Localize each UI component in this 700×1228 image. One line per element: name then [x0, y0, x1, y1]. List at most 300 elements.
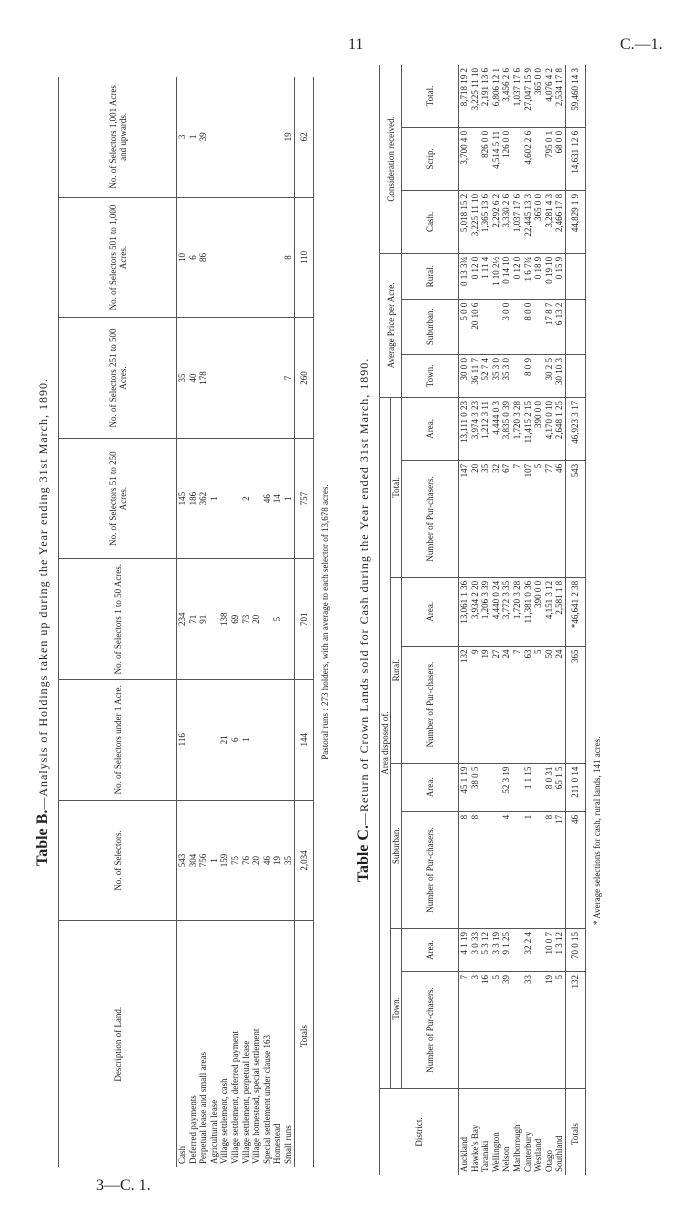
table-cell: 132 — [459, 646, 470, 763]
table-cell: 8 — [459, 811, 470, 928]
table-cell: 5 — [533, 460, 544, 577]
table-cell — [491, 763, 502, 811]
table-cell — [533, 354, 544, 397]
table-row — [283, 77, 294, 1167]
table-cell — [209, 197, 220, 318]
table-row — [272, 77, 283, 1167]
table-cell: 107 — [523, 460, 534, 577]
col-town-purchasers: Number of Pur-chasers. — [402, 971, 459, 1088]
table-cell: 3,772 3 35 — [501, 577, 512, 646]
table-cell: 5 — [491, 971, 502, 1088]
group-area-disposed: Area disposed of. — [380, 397, 391, 1088]
table-cell: 6 — [188, 197, 199, 318]
table-row — [523, 65, 534, 1175]
table-row — [491, 65, 502, 1175]
table-cell: 1,206 3 39 — [480, 577, 491, 646]
page-number: 11 — [348, 36, 364, 53]
table-cell — [533, 928, 544, 971]
table-row — [470, 65, 481, 1175]
table-cell: 73 — [241, 559, 252, 680]
page-footer: 3—C. 1. — [96, 1177, 151, 1194]
col-header: No. of Selectors under 1 Acre. — [59, 679, 177, 800]
table-cell: 17 — [554, 811, 565, 928]
totals-cell: 260 — [294, 318, 314, 439]
totals-cell: 44,829 1 9 — [565, 190, 585, 253]
row-district: Westland — [533, 1138, 544, 1172]
col-avg-suburban: Suburban. — [402, 299, 459, 354]
table-cell — [209, 679, 220, 800]
totals-cell: 757 — [294, 438, 314, 559]
table-cell: 5 — [272, 559, 283, 680]
table-cell: 45 1 19 — [459, 763, 470, 811]
table-cell: 116 — [177, 679, 188, 800]
table-cell: 362 — [198, 438, 209, 559]
table-cell: 3,281 4 3 — [544, 190, 555, 253]
totals-cell: 59,460 14 3 — [565, 65, 585, 127]
table-cell: 3,700 4 0 — [459, 127, 470, 190]
col-suburban-purchasers: Number of Pur-chasers. — [402, 811, 459, 928]
table-cell — [262, 559, 273, 680]
table-cell — [241, 318, 252, 439]
table-cell: 5 — [533, 646, 544, 763]
table-cell — [262, 197, 273, 318]
totals-cell: 2,034 — [294, 800, 314, 921]
table-cell — [272, 318, 283, 439]
table-cell — [251, 197, 262, 318]
table-cell — [262, 77, 273, 197]
table-cell — [219, 318, 230, 439]
table-cell: 1 6 7¾ — [523, 253, 534, 299]
col-scrip: Scrip. — [402, 127, 459, 190]
table-cell: 65 1 5 — [554, 763, 565, 811]
table-cell: 8 — [283, 197, 294, 318]
table-cell: 40 — [188, 318, 199, 439]
row-description: Cash — [177, 1146, 187, 1164]
totals-cell — [565, 299, 585, 354]
row-district: Nelson — [501, 1146, 512, 1172]
table-cell: 0 13 3¾ — [459, 253, 470, 299]
table-c-block — [355, 65, 602, 1175]
table-cell — [283, 559, 294, 680]
table-cell: 1 10 2½ — [491, 253, 502, 299]
table-cell — [512, 299, 523, 354]
table-cell: 3 — [177, 77, 188, 197]
row-description: Homestead — [272, 1123, 283, 1164]
table-cell: 9 1 25 — [501, 928, 512, 971]
table-cell: 1 — [523, 811, 534, 928]
table-cell — [272, 77, 283, 197]
table-cell: 19 — [480, 646, 491, 763]
table-cell: 0 19 10 — [544, 253, 555, 299]
table-cell: 1,037 17 6 — [512, 190, 523, 253]
table-cell: 75 — [230, 800, 241, 921]
col-suburban-area: Area. — [402, 763, 459, 811]
table-cell: 1,037 17 6 — [512, 65, 523, 127]
table-cell: 7 — [459, 971, 470, 1088]
table-cell — [241, 197, 252, 318]
totals-cell: 543 — [565, 460, 585, 577]
table-cell: 3,835 0 39 — [501, 397, 512, 460]
table-b-block — [34, 77, 330, 1167]
totals-cell: 46 — [565, 811, 585, 928]
table-cell: 20 10 6 — [470, 299, 481, 354]
table-cell: 8 0 31 — [544, 763, 555, 811]
table-row — [198, 77, 209, 1167]
col-cash: Cash. — [402, 190, 459, 253]
table-cell — [272, 197, 283, 318]
totals-cell: 46,923 3 17 — [565, 397, 585, 460]
table-cell: 7 — [283, 318, 294, 439]
table-row — [533, 65, 544, 1175]
row-description: Village homestead, special settlement — [251, 1028, 262, 1164]
row-description: Village settlement, deferred payment — [229, 1031, 240, 1164]
table-cell — [512, 354, 523, 397]
table-cell: 4,514 5 11 — [491, 127, 502, 190]
table-cell: 46 — [262, 438, 273, 559]
table-cell: 39 — [501, 971, 512, 1088]
table-row — [209, 77, 220, 1167]
col-total-area: Area. — [402, 397, 459, 460]
table-cell: 3 0 0 — [501, 299, 512, 354]
table-row — [251, 77, 262, 1167]
table-cell — [491, 811, 502, 928]
table-cell: 30 10 3 — [554, 354, 565, 397]
table-cell: 20 — [251, 800, 262, 921]
table-cell: 186 — [188, 438, 199, 559]
table-row — [512, 65, 523, 1175]
table-cell: 1 — [283, 438, 294, 559]
table-cell: 7 — [512, 460, 523, 577]
table-row — [262, 77, 273, 1167]
table-cell: 390 0 0 — [533, 577, 544, 646]
table-cell: 543 — [177, 800, 188, 921]
table-cell: 17 8 7 — [544, 299, 555, 354]
table-cell: 4,444 0 3 — [491, 397, 502, 460]
table-cell: 6,806 12 1 — [491, 65, 502, 127]
table-cell: 6 — [230, 679, 241, 800]
table-cell: 68 0 0 — [554, 127, 565, 190]
table-cell: 69 — [230, 559, 241, 680]
table-cell: 10 — [177, 197, 188, 318]
table-cell: 50 — [544, 646, 555, 763]
table-cell: 9 — [470, 646, 481, 763]
totals-cell — [565, 253, 585, 299]
group-town: Town. — [391, 928, 402, 1088]
table-cell — [533, 811, 544, 928]
table-b — [58, 77, 314, 1167]
table-cell: 390 0 0 — [533, 397, 544, 460]
totals-cell: 14,631 12 6 — [565, 127, 585, 190]
table-cell: 365 0 0 — [533, 190, 544, 253]
table-cell: 32 — [491, 460, 502, 577]
table-cell: 38 0 5 — [470, 763, 481, 811]
table-cell — [480, 811, 491, 928]
table-cell: 178 — [198, 318, 209, 439]
table-cell: 86 — [198, 197, 209, 318]
col-rural-purchasers: Number of Pur-chasers. — [402, 646, 459, 763]
table-cell — [251, 438, 262, 559]
table-cell — [230, 197, 241, 318]
row-description: Small runs — [282, 1125, 293, 1164]
table-cell: 2,191 13 6 — [480, 65, 491, 127]
table-cell: 21 — [219, 679, 230, 800]
table-cell: 5 0 0 — [459, 299, 470, 354]
table-cell: 77 — [544, 460, 555, 577]
table-cell: 52 7 4 — [480, 354, 491, 397]
table-row — [501, 65, 512, 1175]
table-cell: 5 3 12 — [480, 928, 491, 971]
table-cell: 19 — [544, 971, 555, 1088]
table-row — [241, 77, 252, 1167]
table-cell: 3,330 2 6 — [501, 190, 512, 253]
table-cell: 3,225 11 10 — [470, 190, 481, 253]
table-cell — [533, 971, 544, 1088]
totals-cell: 132 — [565, 971, 585, 1088]
row-description: Village settlement, perpetual lease — [240, 1040, 251, 1164]
table-row — [188, 77, 199, 1167]
row-district: Hawke's Bay — [469, 1124, 480, 1172]
table-cell — [219, 77, 230, 197]
table-cell: 4,440 0 24 — [491, 577, 502, 646]
table-cell: 30 0 0 — [459, 354, 470, 397]
table-cell: 795 0 1 — [544, 127, 555, 190]
totals-cell: 110 — [294, 197, 314, 318]
table-cell — [512, 127, 523, 190]
table-cell: 3,456 2 6 — [501, 65, 512, 127]
table-cell: 2,534 17 8 — [554, 65, 565, 127]
table-row — [177, 77, 188, 1167]
table-cell: 8 0 0 — [523, 299, 534, 354]
col-header: No. of Selectors 501 to 1,000 Acres. — [59, 197, 177, 318]
table-cell: 30 2 5 — [544, 354, 555, 397]
table-cell: 24 — [554, 646, 565, 763]
table-row — [480, 65, 491, 1175]
table-cell: 304 — [188, 800, 199, 921]
table-cell: 91 — [198, 559, 209, 680]
table-row — [459, 65, 470, 1175]
table-cell — [219, 438, 230, 559]
totals-cell — [565, 354, 585, 397]
table-cell: 0 15 9 — [554, 253, 565, 299]
table-cell: 1 3 12 — [554, 928, 565, 971]
row-description: Agricultural lease — [208, 1099, 219, 1164]
table-cell: 46 — [554, 460, 565, 577]
table-cell — [251, 318, 262, 439]
table-cell: 8 — [544, 811, 555, 928]
row-description: Deferred payments — [187, 1095, 198, 1164]
totals-cell: *46,641 2 38 — [565, 577, 585, 646]
table-cell: 3 — [470, 971, 481, 1088]
group-total: Total. — [391, 397, 402, 577]
table-cell — [533, 127, 544, 190]
table-cell: 24 — [501, 646, 512, 763]
table-row — [544, 65, 555, 1175]
table-cell: 365 0 0 — [533, 65, 544, 127]
table-cell: 4,151 3 12 — [544, 577, 555, 646]
table-cell: 2,648 1 25 — [554, 397, 565, 460]
table-cell — [209, 318, 220, 439]
table-b-caption: Table B.—Analysis of Holdings taken up during the Year ending 31st March, 1890. — [34, 378, 51, 866]
table-cell — [209, 77, 220, 197]
table-cell: 35 — [177, 318, 188, 439]
table-cell: 7 — [512, 646, 523, 763]
table-cell: 826 0 0 — [480, 127, 491, 190]
table-cell: 2 — [241, 438, 252, 559]
table-cell: 11,381 0 36 — [523, 577, 534, 646]
row-district: Southland — [554, 1135, 565, 1172]
table-cell: 35 3 0 — [491, 354, 502, 397]
table-cell: 32 2 4 — [523, 928, 534, 971]
table-cell: 10 0 7 — [544, 928, 555, 971]
col-town-area: Area. — [402, 928, 459, 971]
table-cell: 159 — [219, 800, 230, 921]
row-description: Perpetual lease and small areas — [198, 1052, 209, 1164]
col-consideration-total: Total. — [402, 65, 459, 127]
table-cell: 5 — [554, 971, 565, 1088]
table-cell: 4 — [501, 811, 512, 928]
row-district: Auckland — [459, 1137, 469, 1172]
table-cell — [512, 811, 523, 928]
table-cell: 0 18 9 — [533, 253, 544, 299]
row-district: Canterbury — [522, 1131, 533, 1172]
table-cell — [230, 438, 241, 559]
table-cell: 0 14 10 — [501, 253, 512, 299]
table-cell — [512, 763, 523, 811]
group-consideration: Consideration received. — [380, 65, 402, 253]
table-cell — [241, 77, 252, 197]
col-header: No. of Selectors. — [59, 800, 177, 921]
table-cell: 1,365 13 6 — [480, 190, 491, 253]
table-cell: 14 — [272, 438, 283, 559]
table-cell: 19 — [283, 77, 294, 197]
table-cell: 1 — [188, 77, 199, 197]
table-cell — [262, 679, 273, 800]
table-cell: 3,225 11 10 — [470, 65, 481, 127]
table-cell — [188, 679, 199, 800]
table-cell: 756 — [198, 800, 209, 921]
table-cell: 1,212 3 11 — [480, 397, 491, 460]
table-cell — [262, 318, 273, 439]
table-cell — [251, 77, 262, 197]
table-cell: 1 — [209, 438, 220, 559]
row-description: Village settlement, cash — [219, 1078, 230, 1164]
table-cell: 4,170 0 10 — [544, 397, 555, 460]
table-cell: 1 1 15 — [523, 763, 534, 811]
col-header: No. of Selectors 1 to 50 Acres. — [59, 559, 177, 680]
col-district: District. — [380, 1089, 459, 1176]
table-cell — [230, 318, 241, 439]
table-cell: 27,047 15 9 — [523, 65, 534, 127]
table-cell: 8,718 19 2 — [459, 65, 470, 127]
row-district: Taranaki — [480, 1140, 491, 1172]
table-cell — [272, 679, 283, 800]
table-cell: 52 3 19 — [501, 763, 512, 811]
table-row — [230, 77, 241, 1167]
table-cell: 22,445 13 3 — [523, 190, 534, 253]
table-c-caption: Table C.—Return of Crown Lands sold for Cash during the Year ended 31st March, 1890. — [355, 357, 372, 883]
table-cell: 16 — [480, 971, 491, 1088]
table-cell: 35 — [283, 800, 294, 921]
table-cell: 1 11 4 — [480, 253, 491, 299]
table-cell: 13,061 1 36 — [459, 577, 470, 646]
totals-cell: 144 — [294, 679, 314, 800]
table-cell: 46 — [262, 800, 273, 921]
table-cell: 33 — [523, 971, 534, 1088]
table-cell: 3,974 3 23 — [470, 397, 481, 460]
table-cell: 76 — [241, 800, 252, 921]
col-header: Description of Land. — [112, 1006, 123, 1082]
table-cell — [480, 299, 491, 354]
table-cell — [512, 971, 523, 1088]
table-cell — [491, 299, 502, 354]
table-cell: 39 — [198, 77, 209, 197]
page-reference: C.—1. — [620, 36, 663, 53]
table-cell: 5,018 15 2 — [459, 190, 470, 253]
table-cell: 20 — [470, 460, 481, 577]
table-cell: 4,602 2 6 — [523, 127, 534, 190]
table-cell: 35 — [480, 460, 491, 577]
table-cell: 27 — [491, 646, 502, 763]
totals-cell: 70 0 15 — [565, 928, 585, 971]
table-cell: 19 — [272, 800, 283, 921]
col-avg-town: Town. — [402, 354, 459, 397]
table-cell — [480, 763, 491, 811]
row-description: Special settlement under clause 163 — [261, 1035, 272, 1164]
table-cell — [230, 77, 241, 197]
row-district: Wellington — [490, 1132, 501, 1172]
table-cell — [251, 679, 262, 800]
table-cell — [533, 299, 544, 354]
table-cell: 0 12 0 — [470, 253, 481, 299]
table-cell: 11,415 2 15 — [523, 397, 534, 460]
col-total-purchasers: Number of Pur-chasers. — [402, 460, 459, 577]
table-cell: 1,720 3 28 — [512, 577, 523, 646]
table-cell: 20 — [251, 559, 262, 680]
table-cell — [219, 197, 230, 318]
totals-label: Totals — [298, 1025, 309, 1047]
table-c-footnote: * Average selections for cash, rural lands, 141 acres. — [591, 736, 602, 925]
col-rural-area: Area. — [402, 577, 459, 646]
table-cell: 1 — [209, 800, 220, 921]
table-cell: 126 0 0 — [501, 127, 512, 190]
table-cell — [470, 127, 481, 190]
table-cell: 2,466 17 8 — [554, 190, 565, 253]
table-cell — [283, 679, 294, 800]
col-header: No. of Selectors 251 to 500 Acres. — [59, 318, 177, 439]
table-cell: 67 — [501, 460, 512, 577]
table-cell: 6 13 2 — [554, 299, 565, 354]
table-b-note: Pastoral runs : 273 holders, with an average to each selector of 13,678 acres. — [320, 484, 331, 760]
table-cell: 4,076 4 2 — [544, 65, 555, 127]
totals-cell: 365 — [565, 646, 585, 763]
table-row — [219, 77, 230, 1167]
table-cell: 147 — [459, 460, 470, 577]
table-cell: 3 3 19 — [491, 928, 502, 971]
table-cell — [209, 559, 220, 680]
table-cell: 1,720 3 28 — [512, 397, 523, 460]
totals-cell: 211 0 14 — [565, 763, 585, 811]
table-cell: 4 1 19 — [459, 928, 470, 971]
table-cell — [533, 763, 544, 811]
table-cell: 0 12 0 — [512, 253, 523, 299]
table-cell — [512, 928, 523, 971]
table-cell: 145 — [177, 438, 188, 559]
table-cell: 138 — [219, 559, 230, 680]
table-cell: 2,581 1 8 — [554, 577, 565, 646]
group-suburban: Suburban. — [391, 763, 402, 928]
totals-label: Totals — [569, 1123, 580, 1145]
row-district: Marlborough — [511, 1124, 522, 1172]
